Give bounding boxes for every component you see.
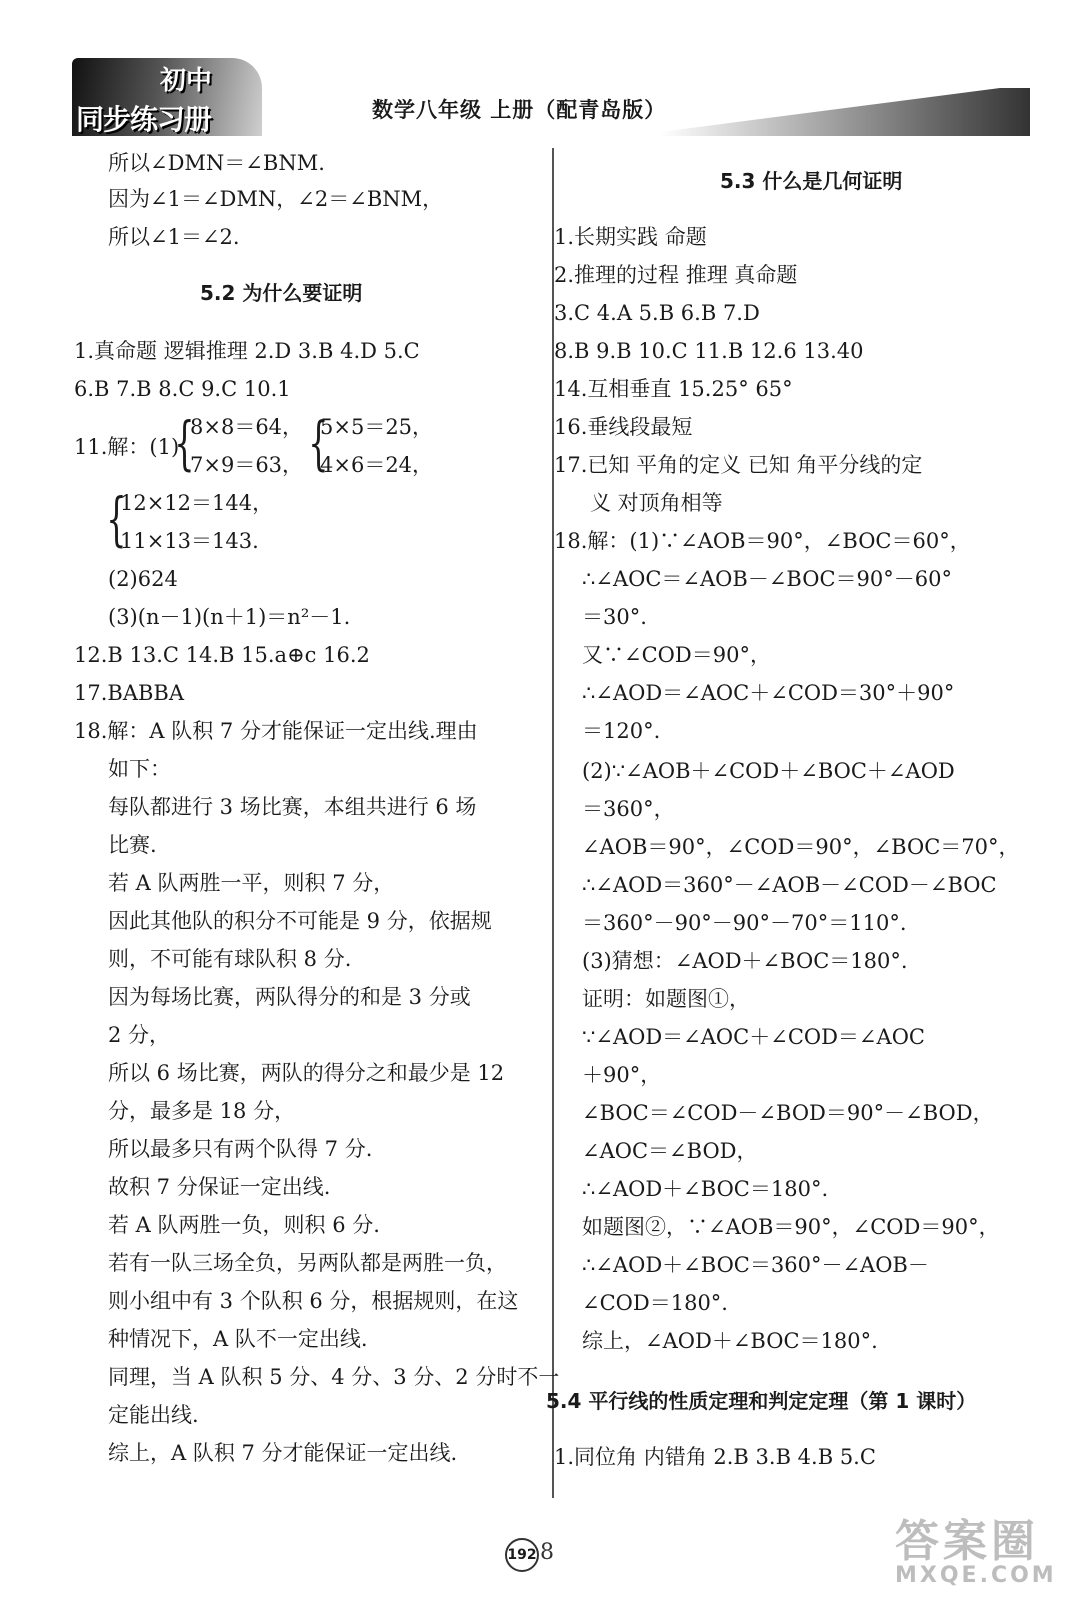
- equation: 4×6＝24，: [320, 453, 434, 477]
- watermark-text: 答案圈: [895, 1516, 1039, 1567]
- equation: 12×12＝144，: [120, 491, 274, 515]
- answer-line: ＝360°，: [582, 797, 675, 821]
- section-heading-5-3: 5.3 什么是几何证明: [720, 169, 903, 193]
- answer-line: 若 A 队两胜一负，则积 6 分.: [108, 1213, 380, 1237]
- answer-line: 如下：: [108, 757, 171, 781]
- answer-line: 若 A 队两胜一平，则积 7 分，: [108, 871, 395, 895]
- answer-line: 17.BABBA: [74, 681, 185, 705]
- answer-line: 12.B 13.C 14.B 15.a⊕c 16.2: [74, 643, 370, 667]
- answer-line: 17.已知 平角的定义 已知 角平分线的定: [554, 453, 923, 477]
- answer-line: 故积 7 分保证一定出线.: [108, 1175, 331, 1199]
- answer-line: ∴∠AOD＋∠BOC＝360°－∠AOB－: [582, 1253, 929, 1277]
- answer-line: ＝120°.: [582, 719, 661, 743]
- answer-line: 1.真命题 逻辑推理 2.D 3.B 4.D 5.C: [74, 339, 420, 363]
- section-heading-5-2: 5.2 为什么要证明: [200, 281, 363, 305]
- answer-line: 则，不可能有球队积 8 分.: [108, 947, 352, 971]
- answer-line: 因此其他队的积分不可能是 9 分，依据规: [108, 909, 492, 933]
- answer-line: 3.C 4.A 5.B 6.B 7.D: [554, 301, 760, 325]
- equation: 8×8＝64，: [190, 415, 304, 439]
- answer-line: ∴∠AOD＋∠BOC＝180°.: [582, 1177, 829, 1201]
- logo-line-1: 初中: [160, 66, 213, 96]
- answer-line: 2 分，: [108, 1023, 171, 1047]
- page-header: [0, 0, 1084, 150]
- answer-line: 同理，当 A 队积 5 分、4 分、3 分、2 分时不一: [108, 1365, 560, 1389]
- answer-line: 证明：如题图①，: [582, 987, 750, 1011]
- answer-line: ∴∠AOC＝∠AOB－∠BOC＝90°－60°: [582, 567, 952, 591]
- equation: 7×9＝63，: [190, 453, 304, 477]
- answer-line: (2)∵∠AOB＋∠COD＋∠BOC＋∠AOD: [582, 759, 955, 783]
- answer-line: ＋90°，: [582, 1063, 662, 1087]
- answer-line: 8.B 9.B 10.C 11.B 12.6 13.40: [554, 339, 864, 363]
- answer-line: 则小组中有 3 个队积 6 分，根据规则，在这: [108, 1289, 519, 1313]
- page-number-ornament: 8: [540, 1540, 554, 1565]
- answer-line: 每队都进行 3 场比赛，本组共进行 6 场: [108, 795, 477, 819]
- answer-line: ∠AOB＝90°，∠COD＝90°，∠BOC＝70°，: [582, 835, 1020, 859]
- answer-line: 综上，∠AOD＋∠BOC＝180°.: [582, 1329, 878, 1353]
- text-line: 所以∠1＝∠2.: [108, 225, 240, 249]
- answer-line: 1.长期实践 命题: [554, 225, 707, 249]
- header-title: 数学八年级 上册（配青岛版）: [372, 98, 667, 122]
- answer-line: 因为每场比赛，两队得分的和是 3 分或: [108, 985, 471, 1009]
- text-line: 因为∠1＝∠DMN，∠2＝∠BNM，: [108, 187, 444, 211]
- answer-line: 若有一队三场全负，另两队都是两胜一负，: [108, 1251, 507, 1275]
- answer-line: 14.互相垂直 15.25° 65°: [554, 377, 793, 401]
- answer-line: 分，最多是 18 分，: [108, 1099, 296, 1123]
- header-decoration: [660, 88, 1030, 136]
- answer-line: (3)(n－1)(n＋1)＝n²－1.: [108, 605, 351, 629]
- equation: 11×13＝143.: [120, 529, 259, 553]
- brace-icon: {: [308, 409, 329, 477]
- answer-line: ∴∠AOD＝∠AOC＋∠COD＝30°＋90°: [582, 681, 955, 705]
- answer-line: 比赛.: [108, 833, 157, 857]
- answer-line: 6.B 7.B 8.C 9.C 10.1: [74, 377, 291, 401]
- logo-line-2: 同步练习册: [76, 103, 212, 136]
- brace-icon: {: [106, 485, 127, 553]
- watermark-url: MXQE.COM: [895, 1563, 1057, 1588]
- answer-line: 1.同位角 内错角 2.B 3.B 4.B 5.C: [554, 1445, 876, 1469]
- answer-line: (2)624: [108, 567, 178, 591]
- answer-line: ∴∠AOD＝360°－∠AOB－∠COD－∠BOC: [582, 873, 997, 897]
- watermark: [895, 1505, 1057, 1588]
- answer-line: ∠BOC＝∠COD－∠BOD＝90°－∠BOD，: [582, 1101, 994, 1125]
- answer-line: 义 对顶角相等: [590, 491, 723, 515]
- answer-line: 所以 6 场比赛，两队的得分之和最少是 12: [108, 1061, 505, 1085]
- answer-line: 综上，A 队积 7 分才能保证一定出线.: [108, 1441, 458, 1465]
- section-heading-5-4: 5.4 平行线的性质定理和判定定理（第 1 课时）: [546, 1389, 977, 1413]
- answer-line: 2.推理的过程 推理 真命题: [554, 263, 798, 287]
- answer-line: ∠AOC＝∠BOD，: [582, 1139, 758, 1163]
- text-line: 所以∠DMN＝∠BNM.: [108, 151, 325, 175]
- answer-line: 18.解：(1)∵∠AOB＝90°，∠BOC＝60°，: [554, 529, 971, 553]
- equation: 5×5＝25，: [320, 415, 434, 439]
- answer-11-label: 11.解：(1): [74, 435, 180, 459]
- answer-line: (3)猜想：∠AOD＋∠BOC＝180°.: [582, 949, 908, 973]
- answer-line: 所以最多只有两个队得 7 分.: [108, 1137, 373, 1161]
- answer-line: 如题图②，∵∠AOB＝90°，∠COD＝90°，: [582, 1215, 1000, 1239]
- answer-line: 定能出线.: [108, 1403, 199, 1427]
- answer-line: ＝30°.: [582, 605, 647, 629]
- answer-line: 16.垂线段最短: [554, 415, 693, 439]
- brace-icon: {: [174, 409, 195, 477]
- answer-line: 种情况下，A 队不一定出线.: [108, 1327, 368, 1351]
- answer-line: ∠COD＝180°.: [582, 1291, 728, 1315]
- answer-line: 18.解：A 队积 7 分才能保证一定出线.理由: [74, 719, 478, 743]
- answer-line: 又∵∠COD＝90°，: [582, 643, 771, 667]
- answer-line: ＝360°－90°－90°－70°＝110°.: [582, 911, 907, 935]
- answer-line: ∵∠AOD＝∠AOC＋∠COD＝∠AOC: [582, 1025, 925, 1049]
- page-number: 192: [505, 1538, 539, 1572]
